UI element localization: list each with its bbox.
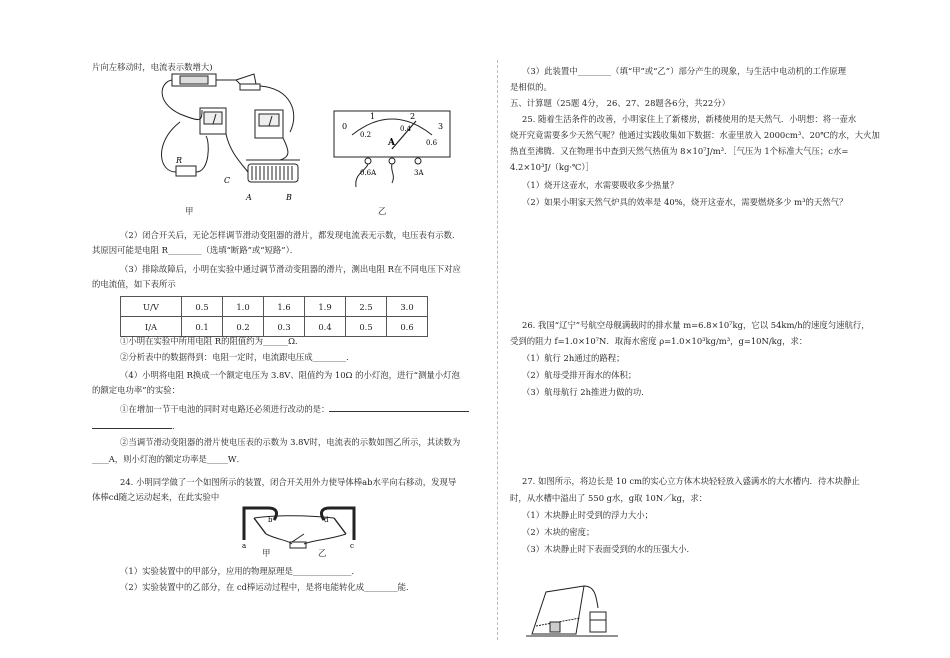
q2-line2: 其原因可能是电阻 R________（选填“断路”或“短路”）． <box>92 245 299 255</box>
overflow-stream <box>584 586 598 608</box>
label-a: A <box>246 193 252 202</box>
data-table <box>120 296 428 337</box>
q27-3: （3）木块静止时下表面受到的水的压强大小． <box>522 544 695 554</box>
q27-line2: 时，从水槽中溢出了 550 g水，g取 10N／kg，求： <box>510 493 708 503</box>
q24-line2: 体棒cd随之运动起来，在此实验中 <box>92 492 220 502</box>
dial-unit: A <box>388 138 395 148</box>
label-r: R <box>176 156 183 165</box>
q24-2: （2）实验装置中的乙部分，在 cd棒运动过程中，是将电能转化成________能． <box>120 582 415 592</box>
induction-device-figure <box>238 500 363 560</box>
table-header-u: U/V <box>121 297 182 317</box>
q27-2: （2）木块的密度； <box>522 527 595 537</box>
rod-cd <box>334 518 346 534</box>
table-row <box>121 297 428 317</box>
q25-line3: 热直至沸腾．又在物理书中查到天然气热值为 8×10⁷J/m³．［气压为 1个标准大气压；c水= <box>510 146 849 156</box>
q2-line1: （2）闭合开关后，无论怎样调节滑动变阻器的滑片，都发现电流表无示数，电压表有示数． <box>120 230 461 240</box>
fig24-label-jia: 甲 <box>262 548 271 558</box>
label-c-24: c <box>350 542 354 550</box>
table-cell: 2.5 <box>346 297 387 317</box>
label-a-24: a <box>242 542 247 550</box>
q27-1: （1）木块静止时受到的浮力大小； <box>522 510 653 520</box>
q24-3-line1: （3）此装置中________（填“甲”或“乙”）部分产生的现象，与生活中电动机的工作原理 <box>522 66 846 76</box>
switch <box>236 74 256 84</box>
q4-line2: 的额定电功率”的实验： <box>92 385 181 395</box>
q27-line1: 27. 如图所示，将边长是 10 cm的实心立方体木块轻轻放入盛满水的大水槽内．待木块静止 <box>522 476 860 486</box>
q26-2: （2）航母受排开海水的体积； <box>522 370 637 380</box>
dial-sub-02: 0.2 <box>360 131 372 139</box>
q3-line1: （3）排除故障后，小明在实验中通过调节滑动变阻器的滑片，测出电阻 R在不同电压下对应 <box>120 264 461 274</box>
table-row <box>121 317 428 337</box>
ammeter-dial-yi <box>330 105 455 195</box>
table-cell: 1.6 <box>264 297 305 317</box>
beaker <box>590 612 606 632</box>
q25-line2: 烧开究竟需要多少天然气呢？他通过实践收集如下数据：水壶里放入 2000cm³、20℃的水，大火加 <box>510 130 880 140</box>
dial-num-2: 2 <box>410 112 416 121</box>
q25-line4: 4.2×10³J/（kg·℃）］ <box>510 162 594 172</box>
q4-a-end: ． <box>172 421 181 431</box>
table-cell: 0.5 <box>182 297 223 317</box>
dial-num-1: 1 <box>370 112 376 121</box>
circuit-diagram-jia <box>150 62 330 212</box>
dial-sub-04: 0.4 <box>400 125 412 133</box>
label-b: B <box>286 193 292 202</box>
terminal-3a: 3A <box>414 169 424 177</box>
q4-b-line1: ②当调节滑动变阻器的滑片使电压表的示数为 3.8V时，电流表的示数如图乙所示，其读数为 <box>120 437 461 447</box>
q24-3-line2: 是相似的。 <box>510 82 552 92</box>
q26-line1: 26. 我国“辽宁”号航空母舰满载时的排水量 m=6.8×10⁷kg，它以 54km/h的速度匀速航行， <box>522 320 870 330</box>
q4-b-line2: ____A，则小灯泡的额定功率是_____W． <box>92 454 245 464</box>
answer-blank[interactable] <box>92 420 172 429</box>
q4-a-cont <box>92 420 180 432</box>
rod-ab <box>254 518 266 534</box>
terminal-06a: 0.6A <box>360 169 377 177</box>
dial-frame <box>334 111 450 157</box>
dial-num-0: 0 <box>342 122 348 131</box>
table-cell: 0.6 <box>387 317 428 337</box>
table-cell: 0.1 <box>182 317 223 337</box>
table-cell: 1.0 <box>223 297 264 317</box>
q3-b: ②分析表中的数据得到：电阻一定时，电流跟电压成________． <box>120 352 355 362</box>
q25-line1: 25. 随着生活条件的改善，小明家住上了新楼房，新楼使用的是天然气．小明想：将一壶水 <box>522 114 857 124</box>
table-cell: 0.5 <box>346 317 387 337</box>
q24-1: （1）实验装置中的甲部分，应用的物理原理是______________． <box>120 566 360 576</box>
q3-a: ①小明在实验中所用电阻 R的阻值约为______Ω． <box>120 336 304 346</box>
table-cell: 0.4 <box>305 317 346 337</box>
dial-sub-06: 0.6 <box>426 139 438 147</box>
label-c: C <box>224 176 231 185</box>
q25-1: （1）烧开这壶水，水需要吸收多少热量？ <box>522 180 679 190</box>
wood-block <box>550 622 560 632</box>
overflow-tank-figure <box>522 578 622 640</box>
table-header-i: I/A <box>121 317 182 337</box>
label-b-24: b <box>268 516 273 524</box>
q24-line1: 24. 小明同学做了一个如图所示的装置，闭合开关用外力使导体棒ab水平向右移动，发现导 <box>120 477 457 487</box>
q4-a-text: ①在增加一节干电池的同时对电路还必须进行改动的是： <box>120 404 330 414</box>
section-5-heading: 五、计算题（25题 4分， 26、27、28题各6分，共22分） <box>510 98 731 108</box>
table-cell: 1.9 <box>305 297 346 317</box>
q26-line2: 受到的阻力 f=1.0×10⁷N．取海水密度 ρ=1.0×10³kg/m³，g=10N/kg，求： <box>510 336 808 346</box>
fig-label-yi: 乙 <box>378 206 387 216</box>
answer-blank[interactable] <box>329 403 469 412</box>
q4-a <box>120 403 469 415</box>
fig-label-jia: 甲 <box>185 206 194 216</box>
table-cell: 0.3 <box>264 317 305 337</box>
table-cell: 0.2 <box>223 317 264 337</box>
column-divider <box>497 60 498 640</box>
q26-1: （1）航行 2h通过的路程； <box>522 353 625 363</box>
q25-2: （2）如果小明家天然气炉具的效率是 40%，烧开这壶水，需要燃烧多少 m³的天然气？ <box>522 197 848 207</box>
table-cell: 3.0 <box>387 297 428 317</box>
label-d-24: d <box>324 516 329 524</box>
q26-3: （3）航母航行 2h推进力做的功． <box>522 387 650 397</box>
dial-num-3: 3 <box>438 122 444 131</box>
q3-line2: 的电流值，如下表所示 <box>92 279 176 289</box>
fig24-label-yi: 乙 <box>318 548 327 558</box>
intro-line: 片向左移动时，电流表示数增大) <box>92 62 213 72</box>
resistor-r <box>176 166 196 176</box>
q4-line1: （4）小明将电阻 R换成一个额定电压为 3.8V、阻值约为 10Ω 的小灯泡，进行“测量小灯泡 <box>120 370 460 380</box>
